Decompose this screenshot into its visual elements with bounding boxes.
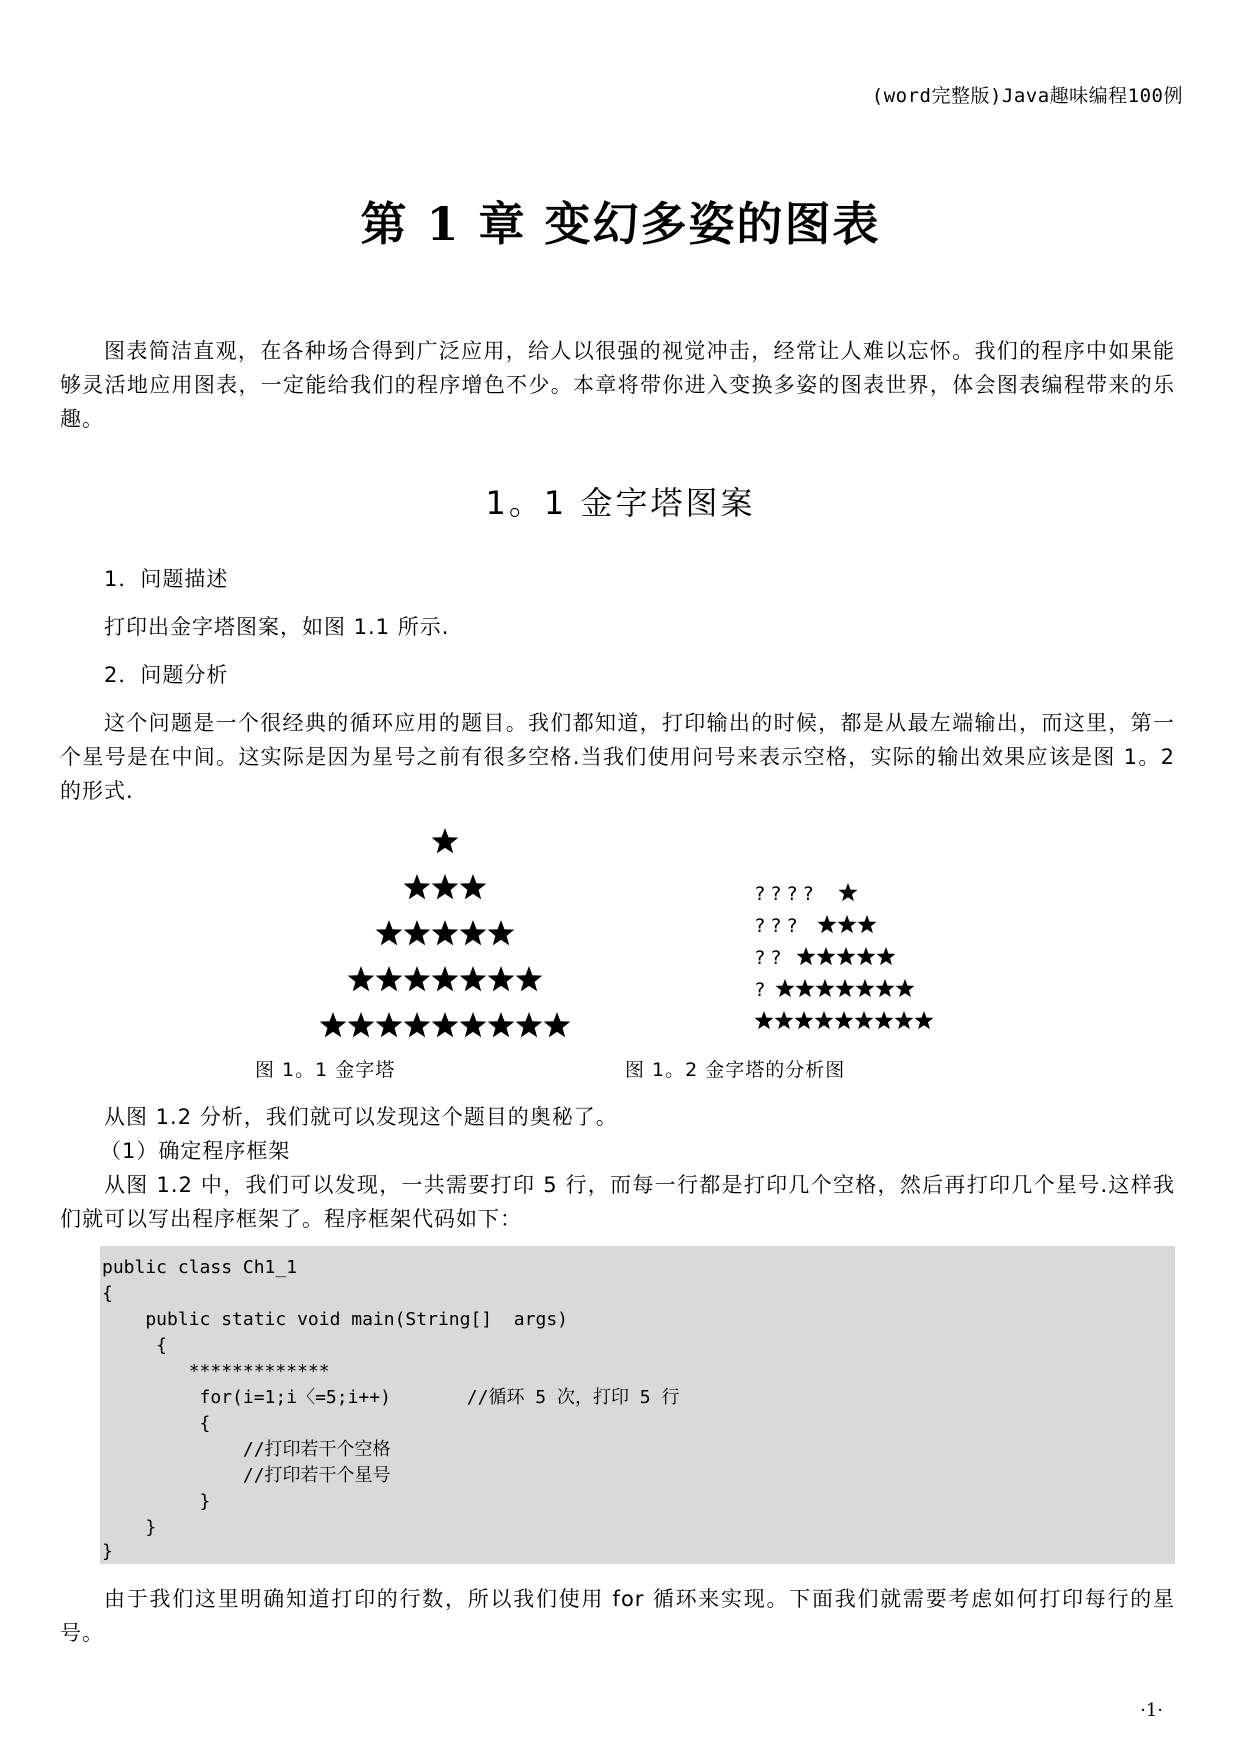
analysis-star bbox=[838, 883, 857, 901]
after-code-paragraph: 由于我们这里明确知道打印的行数，所以我们使用 for 循环来实现。下面我们就需要考虑如何打印每行的星号。 bbox=[60, 1587, 1175, 1645]
chapter-title: 第 1 章 变幻多姿的图表 bbox=[360, 197, 881, 251]
space-placeholder-text: ? bbox=[755, 979, 766, 1001]
analysis-star bbox=[795, 979, 814, 997]
page-number: ·1· bbox=[1140, 1700, 1163, 1721]
analysis-star bbox=[875, 979, 894, 997]
pyramid-star bbox=[488, 1012, 515, 1037]
after-figure-text: 从图 1.2 分析，我们就可以发现这个题目的奥秘了。 bbox=[104, 1105, 618, 1129]
pyramid-star bbox=[516, 966, 543, 991]
analysis-star bbox=[836, 947, 855, 965]
pyramid-star bbox=[516, 1012, 543, 1037]
step1-paragraph: 从图 1.2 中，我们可以发现，一共需要打印 5 行，而每一行都是打印几个空格，然后再打印几个星号.这样我们就可以写出程序框架了。程序框架代码如下： bbox=[60, 1173, 1175, 1231]
pyramid-star bbox=[460, 966, 487, 991]
analysis-star bbox=[894, 1011, 913, 1029]
pyramid-star bbox=[432, 920, 459, 945]
code-line: public static void main(String[] args) bbox=[102, 1309, 568, 1330]
space-placeholder-text: ? ? bbox=[755, 947, 782, 969]
figure-1-caption: 图 1。1 金字塔 bbox=[255, 1059, 396, 1081]
analysis-star bbox=[874, 1011, 893, 1029]
analysis-star bbox=[796, 947, 815, 965]
code-line: { bbox=[102, 1283, 113, 1304]
code-line: public class Ch1_1 bbox=[102, 1257, 298, 1278]
pyramid-star bbox=[348, 966, 375, 991]
analysis-star bbox=[815, 979, 834, 997]
analysis-star bbox=[857, 915, 876, 933]
analysis-star bbox=[817, 915, 836, 933]
pyramid-star bbox=[376, 920, 403, 945]
analysis-star bbox=[856, 947, 875, 965]
section-title: 1。1 金字塔图案 bbox=[485, 484, 756, 522]
code-line: ************* bbox=[102, 1361, 330, 1382]
pyramid-star bbox=[432, 1012, 459, 1037]
code-block bbox=[100, 1246, 1175, 1564]
pyramid-star bbox=[460, 920, 487, 945]
pyramid-star bbox=[544, 1012, 571, 1037]
pyramid-star bbox=[320, 1012, 347, 1037]
problem-description-text: 打印出金字塔图案，如图 1.1 所示. bbox=[104, 615, 450, 639]
space-placeholder-text: ? ? ? bbox=[755, 915, 798, 937]
step1-heading: （1）确定程序框架 bbox=[100, 1139, 291, 1163]
code-line: //打印若干个空格 bbox=[102, 1439, 391, 1460]
analysis-star bbox=[754, 1011, 773, 1029]
pyramid-star bbox=[348, 1012, 375, 1037]
analysis-star bbox=[834, 1011, 853, 1029]
pyramid-star bbox=[432, 828, 459, 853]
figure-pyramid bbox=[300, 820, 590, 1040]
code-line: //打印若干个星号 bbox=[102, 1465, 391, 1486]
pyramid-star bbox=[376, 966, 403, 991]
code-line: { bbox=[102, 1335, 168, 1356]
pyramid-star bbox=[432, 966, 459, 991]
code-line: for(i=1;i〈=5;i++) //循环 5 次，打印 5 行 bbox=[102, 1387, 680, 1408]
heading-problem-analysis: 2．问题分析 bbox=[104, 663, 229, 687]
space-placeholder-text: ? ? ? ? bbox=[755, 883, 814, 905]
pyramid-star bbox=[404, 966, 431, 991]
analysis-star bbox=[895, 979, 914, 997]
pyramid-star bbox=[488, 920, 515, 945]
analysis-star bbox=[914, 1011, 933, 1029]
analysis-star bbox=[837, 915, 856, 933]
code-line: } bbox=[102, 1517, 157, 1538]
analysis-star bbox=[775, 979, 794, 997]
analysis-star bbox=[816, 947, 835, 965]
pyramid-star bbox=[404, 1012, 431, 1037]
heading-problem-description: 1．问题描述 bbox=[104, 567, 229, 591]
code-line: { bbox=[102, 1413, 211, 1434]
code-line: } bbox=[102, 1491, 211, 1512]
code-line: } bbox=[102, 1541, 113, 1562]
analysis-star bbox=[794, 1011, 813, 1029]
analysis-star bbox=[835, 979, 854, 997]
analysis-star bbox=[854, 1011, 873, 1029]
pyramid-drawing bbox=[300, 820, 590, 1040]
analysis-star bbox=[876, 947, 895, 965]
pyramid-star bbox=[376, 1012, 403, 1037]
pyramid-star bbox=[460, 874, 487, 899]
analysis-star bbox=[855, 979, 874, 997]
pyramid-star bbox=[432, 874, 459, 899]
pyramid-star bbox=[460, 1012, 487, 1037]
figure-2-caption: 图 1。2 金字塔的分析图 bbox=[625, 1059, 846, 1081]
intro-paragraph: 图表简洁直观，在各种场合得到广泛应用，给人以很强的视觉冲击，经常让人难以忘怀。我们的程序中如果能够灵活地应用图表，一定能给我们的程序增色不少。本章将带你进入变换多姿的图表世界，体会图表编程带来的乐趣。 bbox=[60, 339, 1175, 431]
pyramid-star bbox=[404, 920, 431, 945]
pyramid-star bbox=[404, 874, 431, 899]
pyramid-analysis-drawing bbox=[750, 875, 970, 1040]
running-head: (word完整版)Java趣味编程100例 bbox=[871, 85, 1183, 107]
analysis-star bbox=[774, 1011, 793, 1029]
figure-pyramid-analysis bbox=[750, 875, 970, 1040]
analysis-star bbox=[814, 1011, 833, 1029]
analysis-paragraph: 这个问题是一个很经典的循环应用的题目。我们都知道，打印输出的时候，都是从最左端输出，而这里，第一个星号是在中间。这实际是因为星号之前有很多空格.当我们使用问号来表示空格，实际的输出效果应该是图 1。2 的形式. bbox=[60, 711, 1175, 803]
pyramid-star bbox=[488, 966, 515, 991]
